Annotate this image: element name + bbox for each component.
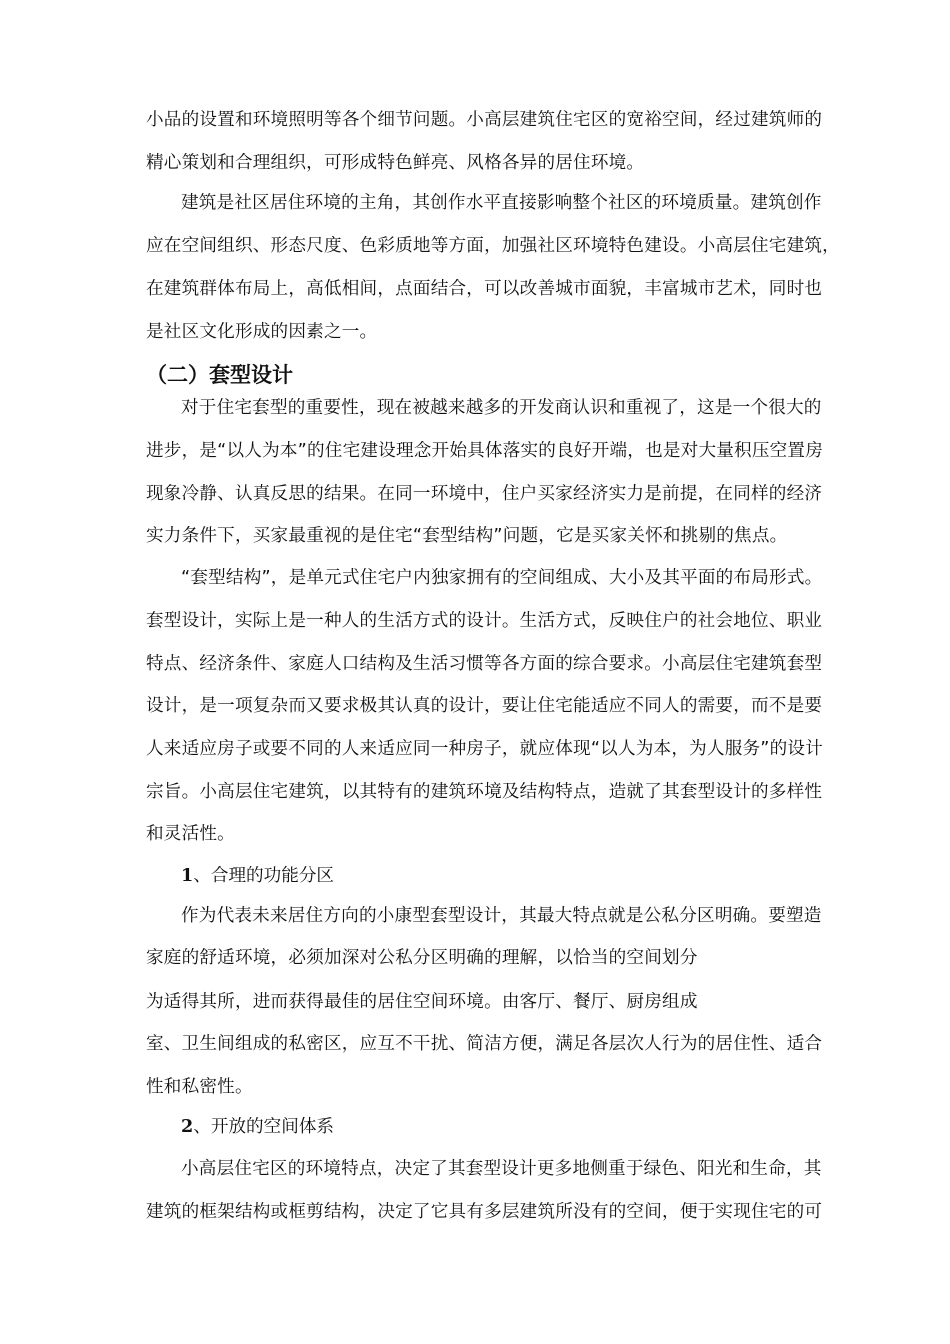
text-line: 特点、经济条件、家庭人口结构及生活习惯等各方面的综合要求。小高层住宅建筑套型 — [146, 654, 823, 674]
subsection-title: 、开放的空间体系 — [193, 1117, 335, 1137]
text-line: 性和私密性。 — [146, 1077, 253, 1097]
subsection-heading-1 — [181, 864, 334, 888]
text-line: 小品的设置和环境照明等各个细节问题。小高层建筑住宅区的宽裕空间，经过建筑师的 — [146, 110, 823, 130]
text-line: 应在空间组织、形态尺度、色彩质地等方面，加强社区环境特色建设。小高层住宅建筑， — [146, 236, 840, 256]
subsection-title: 、合理的功能分区 — [193, 866, 335, 886]
text-line: 小高层住宅区的环境特点，决定了其套型设计更多地侧重于绿色、阳光和生命，其 — [181, 1159, 822, 1179]
text-line: 建筑的框架结构或框剪结构，决定了它具有多层建筑所没有的空间，便于实现住宅的可 — [146, 1202, 823, 1222]
text-line: 作为代表未来居住方向的小康型套型设计，其最大特点就是公私分区明确。要塑造 — [181, 906, 822, 926]
text-line: 是社区文化形成的因素之一。 — [146, 322, 378, 342]
text-line: 现象冷静、认真反思的结果。在同一环境中，住户买家经济实力是前提，在同样的经济 — [146, 484, 823, 504]
text-line: 家庭的舒适环境，必须加深对公私分区明确的理解，以恰当的空间划分 — [146, 948, 698, 968]
text-line: 实力条件下，买家最重视的是住宅“套型结构”问题，它是买家关怀和挑剔的焦点。 — [146, 526, 788, 546]
text-line: 对于住宅套型的重要性，现在被越来越多的开发商认识和重视了，这是一个很大的 — [181, 398, 822, 418]
text-line: 精心策划和合理组织，可形成特色鲜亮、风格各异的居住环境。 — [146, 153, 645, 173]
subsection-heading-2 — [181, 1115, 334, 1139]
text-line: 套型设计，实际上是一种人的生活方式的设计。生活方式，反映住户的社会地位、职业 — [146, 611, 823, 631]
text-line: “套型结构”，是单元式住宅户内独家拥有的空间组成、大小及其平面的布局形式。 — [181, 568, 823, 588]
subsection-number: 2 — [181, 1116, 194, 1137]
text-line: 人来适应房子或要不同的人来适应同一种房子，就应体现“以人为本，为人服务”的设计 — [146, 739, 824, 759]
text-line: 在建筑群体布局上，高低相间，点面结合，可以改善城市面貌，丰富城市艺术，同时也 — [146, 279, 823, 299]
text-line: 设计，是一项复杂而又要求极其认真的设计，要让住宅能适应不同人的需要，而不是要 — [146, 696, 823, 716]
text-line: 进步，是“以人为本”的住宅建设理念开始具体落实的良好开端，也是对大量积压空置房 — [146, 441, 824, 461]
text-line: 宗旨。小高层住宅建筑，以其特有的建筑环境及结构特点，造就了其套型设计的多样性 — [146, 782, 823, 802]
text-line: 建筑是社区居住环境的主角，其创作水平直接影响整个社区的环境质量。建筑创作 — [181, 193, 822, 213]
text-line: 为适得其所，进而获得最佳的居住空间环境。由客厅、餐厅、厨房组成 — [146, 992, 698, 1012]
text-line: 室、卫生间组成的私密区，应互不干扰、简洁方便，满足各层次人行为的居住性、适合 — [146, 1034, 823, 1054]
section-heading: （二）套型设计 — [146, 363, 293, 387]
subsection-number: 1 — [181, 865, 194, 886]
text-line: 和灵活性。 — [146, 824, 235, 844]
